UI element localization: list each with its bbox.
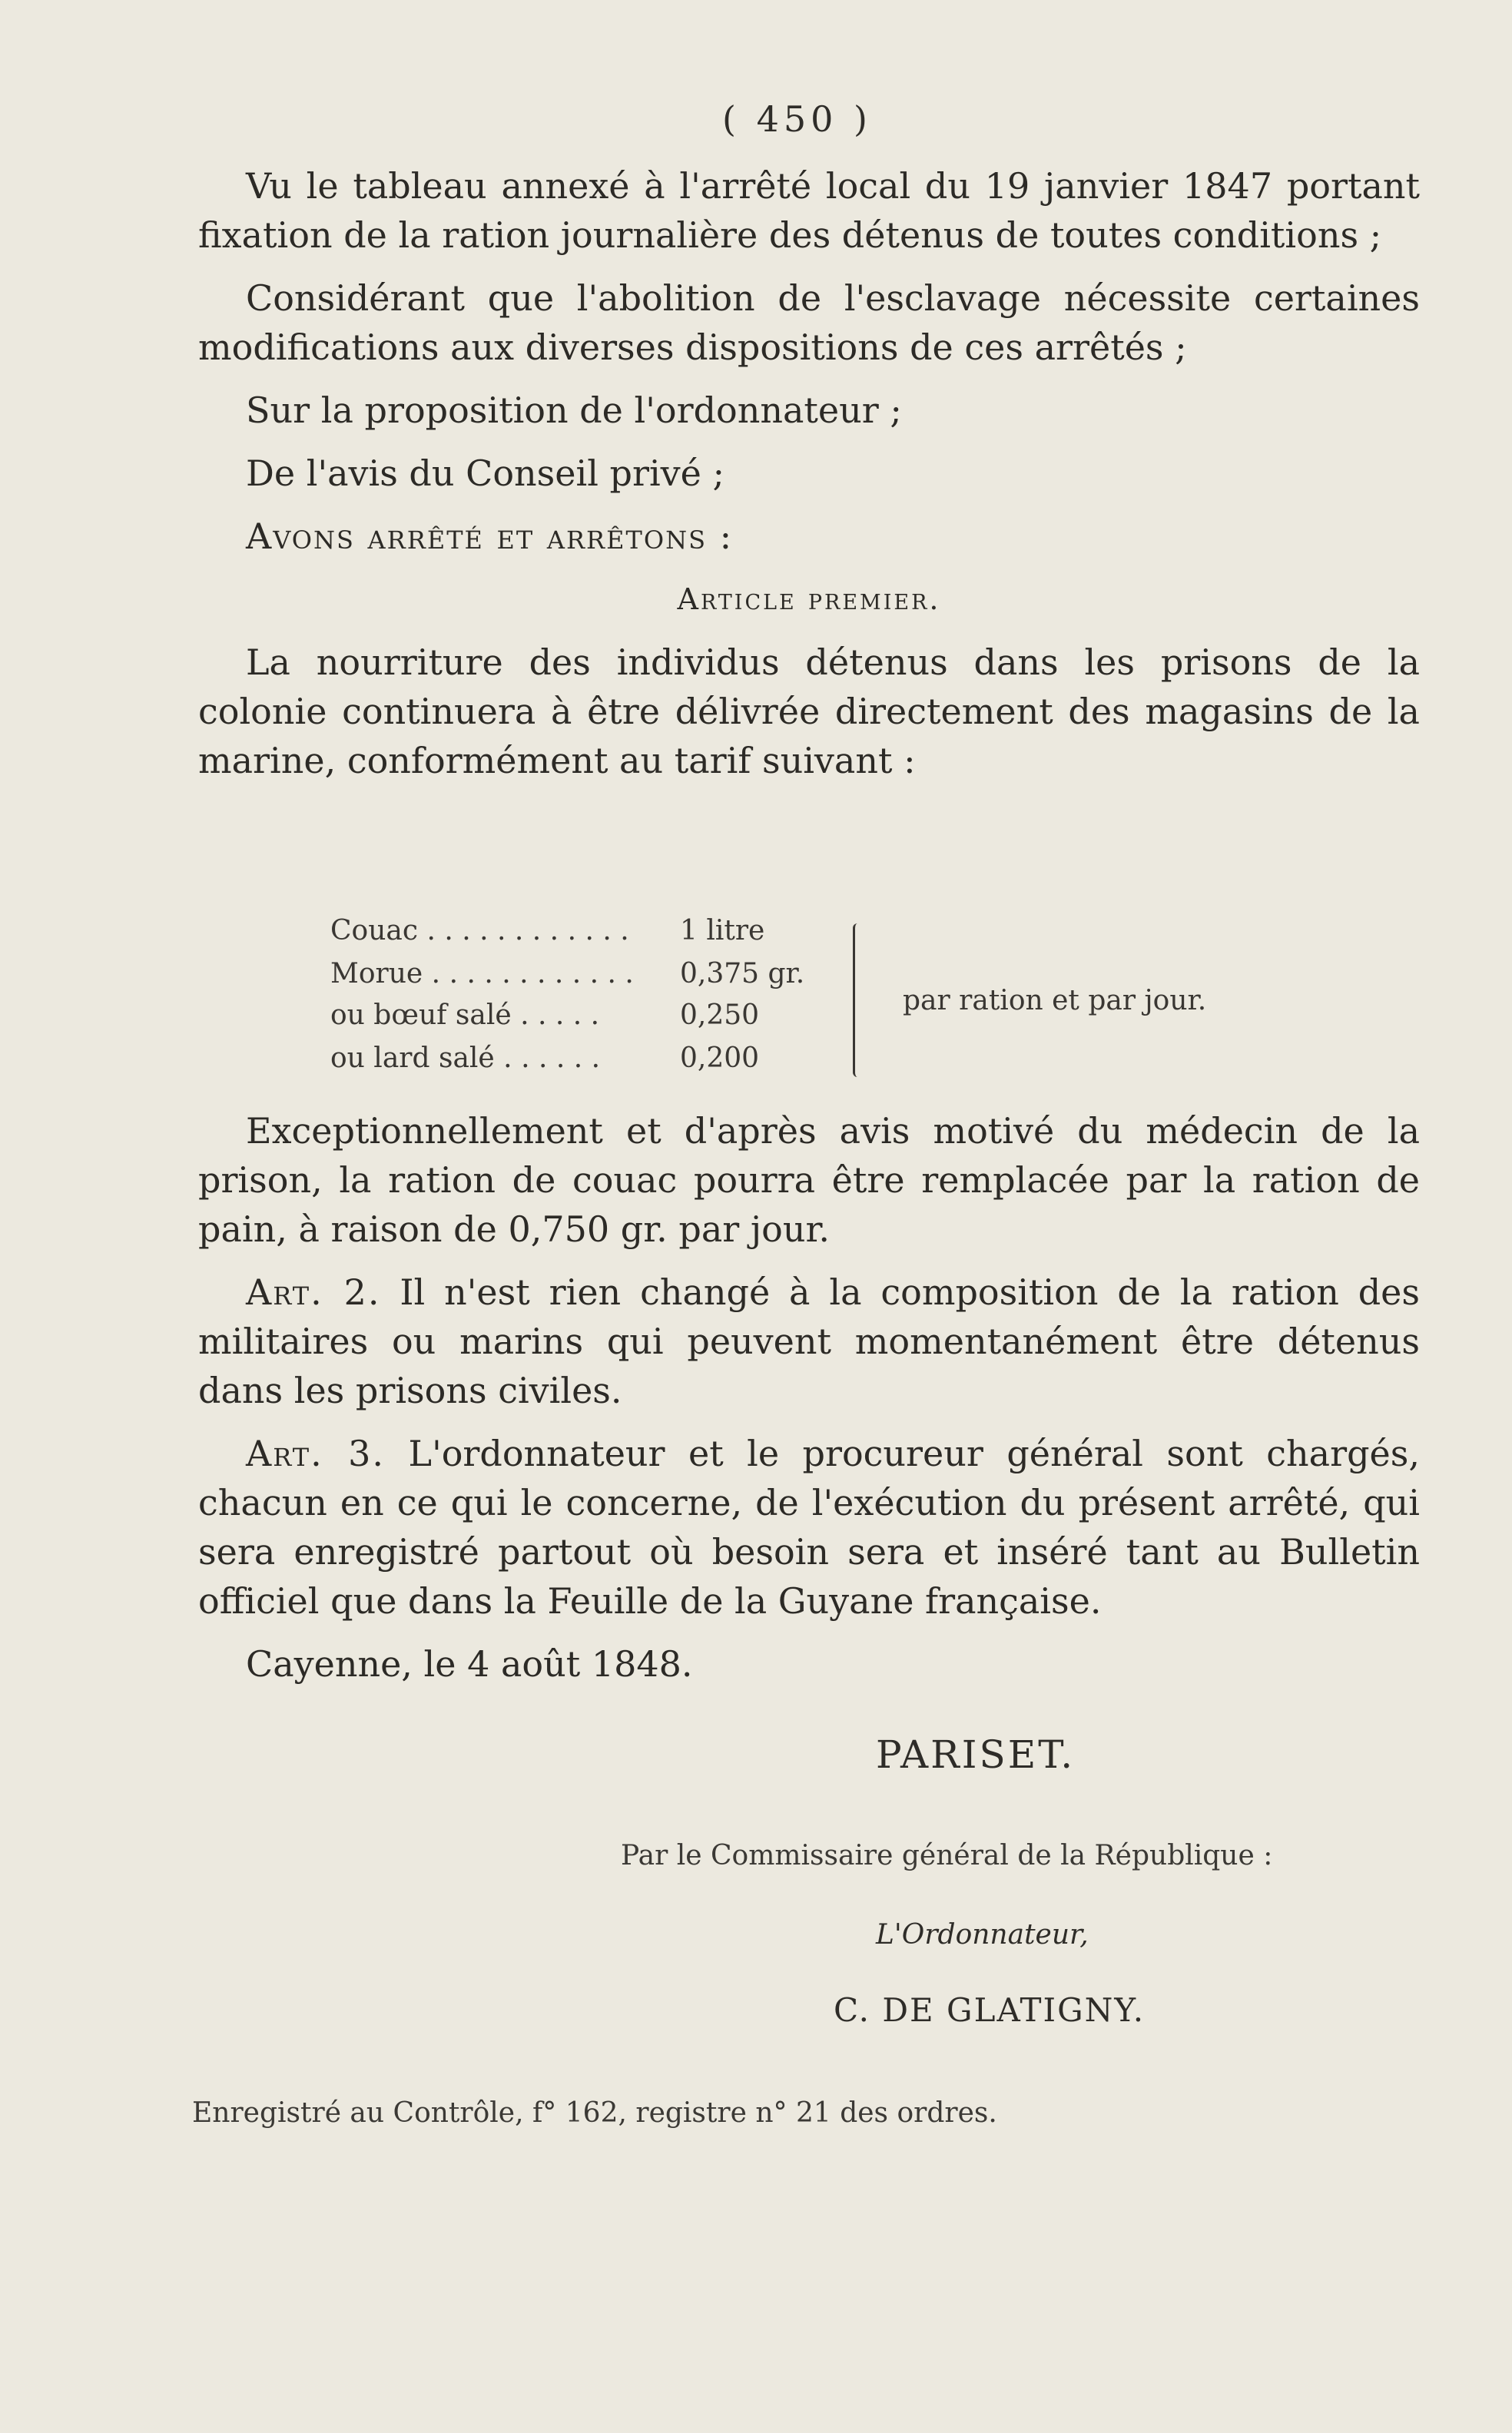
paragraph-proposition: Sur la proposition de l'ordonnateur ; bbox=[246, 389, 902, 431]
signature-glatigny: C. DE GLATIGNY. bbox=[834, 1991, 1146, 2029]
brace-divider bbox=[853, 923, 870, 1077]
paragraph-considerant: Considérant que l'abolition de l'esclavage nécessite certaines modifications aux diverses dispositions de ces arrêtés ; bbox=[198, 277, 1420, 368]
tarif-qty: 0,250 bbox=[680, 999, 760, 1031]
art2-text: Il n'est rien changé à la composition de la ration des militaires ou marins qui peuvent momentanément être détenus dans les prisons civiles. bbox=[198, 1271, 1420, 1411]
tarif-item: Couac . . . . . . . . . . . . bbox=[330, 915, 629, 946]
signature-pariset: PARISET. bbox=[876, 1732, 1076, 1777]
preamble-block bbox=[198, 161, 1420, 799]
enregistrement-line: Enregistré au Contrôle, f° 162, registre n° 21 des ordres. bbox=[192, 2097, 997, 2129]
tarif-item: Morue . . . . . . . . . . . . bbox=[330, 958, 634, 989]
art3-label: Art. 3. bbox=[246, 1433, 386, 1474]
paragraph-article1: La nourriture des individus détenus dans les prisons de la colonie continuera à être délivrée directement des magasins de la marine, conformément au tarif suivant : bbox=[198, 641, 1420, 781]
tarif-item: ou bœuf salé . . . . . bbox=[330, 999, 600, 1031]
tarif-qty: 0,200 bbox=[680, 1042, 760, 1074]
ordonnateur-line: L'Ordonnateur, bbox=[876, 1919, 1089, 1951]
tarif-qty: 1 litre bbox=[680, 915, 765, 946]
art3-text: L'ordonnateur et le procureur général sont chargés, chacun en ce qui le concerne, de l'exécution du présent arrêté, qui sera enregistré partout où besoin sera et inséré tant au Bulletin officiel que dans la Feuille de la Guyane française. bbox=[198, 1433, 1420, 1622]
tarif-qty: 0,375 gr. bbox=[680, 958, 805, 989]
tarif-note: par ration et par jour. bbox=[903, 985, 1207, 1016]
article-heading: Article premier. bbox=[677, 582, 941, 616]
paragraph-exception: Exceptionnellement et d'après avis motivé du médecin de la prison, la ration de couac pourra être remplacée par la ration de pain, à raison de 0,750 gr. par jour. bbox=[198, 1110, 1420, 1250]
articles-block bbox=[198, 1106, 1420, 1702]
paragraph-avons-arrete: Avons arrêté et arrêtons : bbox=[246, 515, 734, 557]
paragraph-avis: De l'avis du Conseil privé ; bbox=[246, 452, 724, 494]
paragraph-art2 bbox=[198, 1268, 1420, 1415]
paragraph-art3 bbox=[198, 1429, 1420, 1626]
tarif-table bbox=[330, 914, 1329, 1091]
page-number: ( 450 ) bbox=[722, 98, 872, 140]
date-line: Cayenne, le 4 août 1848. bbox=[246, 1643, 693, 1685]
art2-label: Art. 2. bbox=[246, 1271, 381, 1313]
commissaire-line: Par le Commissaire général de la République : bbox=[621, 1840, 1273, 1871]
tarif-item: ou lard salé . . . . . . bbox=[330, 1042, 601, 1074]
paragraph-tableau: Vu le tableau annexé à l'arrêté local du 19 janvier 1847 portant fixation de la ration journalière des détenus de toutes conditions ; bbox=[198, 165, 1420, 256]
